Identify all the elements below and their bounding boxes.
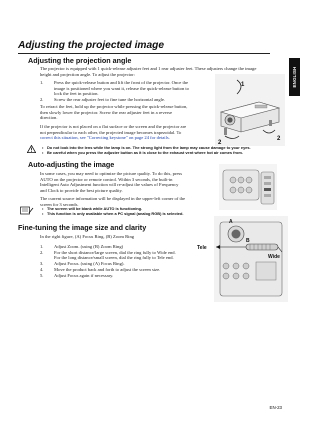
warning-icon — [27, 145, 36, 153]
trapezoid-note: If the projector is not placed on a flat surface or the screen and the projector are not perpendicular to each other, the projected image becomes trapezoidal. To correct this situation, see "Correcting keystone" on page 24 for details. — [40, 124, 187, 141]
auto-adjust-text: In some cases, you may need to optimize the picture quality. To do this, press AUTO on the projector or remote control. Within 3 seconds, the built-in Intelligent Auto Adjustment function will re-adjust the values of Frequency and Clock to provide the best picture quality. The current source information will be displayed in the upper-left corner of the screen for 3 seconds. — [40, 171, 186, 207]
list-item: 1. Press the quick-release button and lift the front of the projector. Once the image is positioned where you want it, release the quick-release button to lock the feet in position. — [40, 80, 189, 97]
tele-label: Tele — [197, 245, 207, 251]
language-side-tab — [289, 58, 300, 96]
list-item: 2. For the short distance/large screen, dial the ring fully to Wide end. For the long distance/small screen, dial the ring fully to Tele end. — [40, 249, 176, 261]
list-item: 5. Adjust Focus again if necessary. — [40, 272, 114, 278]
title-divider — [18, 53, 270, 54]
focus-ring-label: A — [229, 219, 233, 225]
wide-label: Wide — [268, 254, 280, 260]
page-title: Adjusting the projected image — [18, 40, 165, 51]
list-item: 1. Adjust Zoom. (using (B) Zoom Ring) — [40, 244, 124, 249]
retract-instructions: To retract the feet, hold up the projector while pressing the quick-release button, then slowly lower the projector. Screw the rear adjuster feet in a reverse direction. — [40, 104, 188, 121]
zoom-focus-illustration — [196, 214, 288, 302]
section-heading-auto-adjust: Auto-adjusting the image — [28, 160, 115, 169]
projection-angle-intro: The projector is equipped with 1 quick-release adjuster feet and 1 rear adjuster feet. These adjusters change the image height and projection angle. To adjust the projector: — [40, 66, 257, 77]
list-item: • Do not look into the lens while the lamp is on. The strong light from the lamp may cause damage to your eyes. — [42, 145, 251, 150]
fine-tuning-intro: In the right figure, (A) Focus Ring, (B) Zoom Ring — [40, 234, 135, 239]
section-heading-fine-tuning: Fine-tuning the image size and clarity — [18, 223, 147, 232]
list-item: • Be careful when you press the adjuster button as it is close to the exhaust vent where hot air comes from. — [42, 150, 243, 155]
zoom-ring-label: B — [246, 238, 250, 244]
page-number: EN-23 — [269, 405, 282, 410]
side-tab-label: ENGLISH — [292, 66, 297, 88]
list-item: • This function is only available when a PC signal (analog RGB) is selected. — [42, 211, 184, 216]
auto-button-illustration — [219, 164, 277, 210]
warning-list — [42, 145, 288, 155]
list-item: 4. Move the product back and forth to adjust the screen size. — [40, 266, 161, 272]
list-item: • The screen will be blank while AUTO is functioning. — [42, 206, 143, 211]
callout-2b: 2 — [277, 136, 281, 142]
projector-angle-illustration — [215, 74, 285, 146]
callout-2: 2 — [218, 140, 222, 146]
projection-angle-steps — [40, 80, 215, 103]
list-item: 2. Screw the rear adjuster feet to fine tune the horizontal angle. — [40, 97, 166, 103]
section-heading-projection-angle: Adjusting the projection angle — [28, 56, 132, 65]
callout-1: 1 — [241, 82, 245, 88]
note-icon — [20, 206, 34, 215]
fine-tuning-steps — [40, 244, 215, 278]
list-item: 3. Adjust Focus. (using (A) Focus Ring). — [40, 261, 125, 267]
